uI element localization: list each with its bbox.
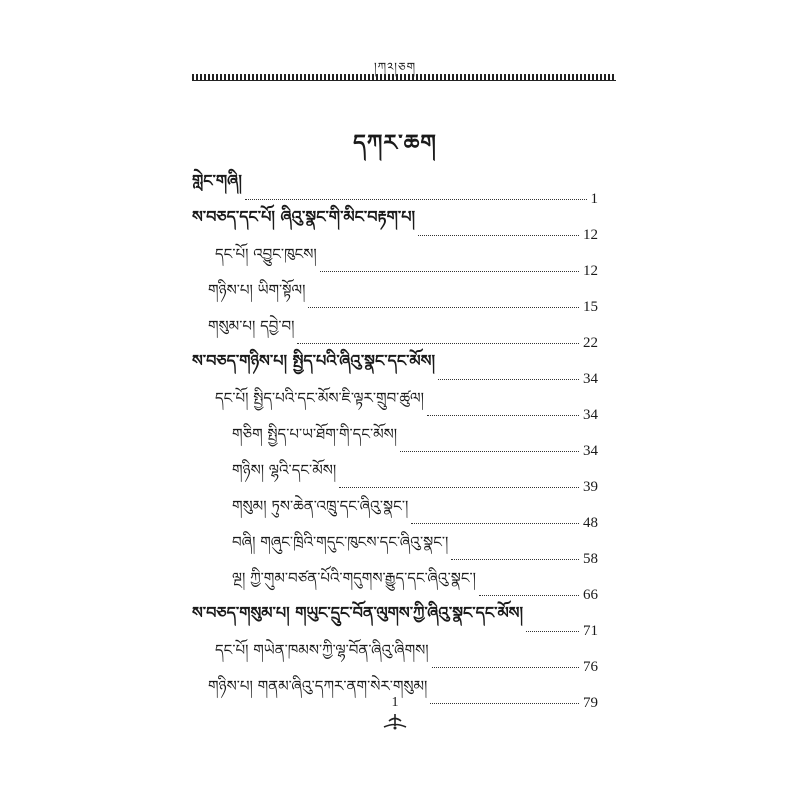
- toc-entry-label: གཉིས་པ། གནམ་ཞིའུ་དཀར་ནག་སེར་གསུམ།: [208, 677, 428, 695]
- toc-entry-label: གཅིག སྤྱིད་པ་ཡ་ཐོག་གི་དང་མོས།: [232, 425, 398, 443]
- toc-entry-label: གླེང་གཞི།: [192, 171, 242, 190]
- toc-entry-page: 76: [583, 659, 598, 675]
- toc-entry-page: 1: [590, 191, 598, 207]
- leader-dots: [411, 523, 579, 524]
- toc-entry-label: གསུམ། ཏུས་ཆེན་འཁྲུ་དང་ཞིའུ་སྣང་།: [232, 497, 409, 515]
- ornament-icon: [380, 712, 410, 732]
- toc-entry-label: གཉིས་པ། ཡིག་སྟོལ།: [208, 281, 306, 299]
- leader-dots: [438, 379, 579, 380]
- leader-dots: [339, 487, 579, 488]
- toc-entry-label: གསུམ་པ། དབྱེ་བ།: [208, 317, 295, 335]
- toc-entry-page: 48: [583, 515, 598, 531]
- ornamental-rule: [192, 74, 616, 81]
- leader-dots: [320, 271, 579, 272]
- toc-entry-page: 34: [583, 443, 598, 459]
- toc-entry-page: 34: [583, 407, 598, 423]
- leader-dots: [308, 307, 579, 308]
- toc-entry-label: ས་བཅད་དང་པོ། ཞིའུ་སྣང་གི་མིང་བརྟག་པ།: [192, 207, 416, 226]
- page-number: 1: [391, 695, 399, 710]
- toc-entry-label: གཉིས། ལྷའི་དང་མོས།: [232, 461, 337, 479]
- leader-dots: [427, 415, 579, 416]
- toc-entry-label: དང་པོ། གཡེན་ཁམས་ཀྱི་ལྷ་བོན་ཞིའུ་ཞིགས།: [215, 641, 429, 659]
- toc-entry-label: དང་པོ། སྤྱིད་པའི་དང་མོས་ཇི་ལྟར་གྲུབ་ཚུལ།: [215, 389, 424, 407]
- toc-entry-page: 58: [583, 551, 598, 567]
- toc-entry-page: 12: [583, 263, 598, 279]
- toc-entry-page: 34: [583, 371, 598, 387]
- toc-title: དཀར་ཆག: [353, 130, 437, 156]
- toc-entry-page: 71: [583, 623, 598, 639]
- toc-entry-page: 66: [583, 587, 598, 603]
- leader-dots: [400, 451, 579, 452]
- toc-entry-label: ས་བཅད་གསུམ་པ། གཡུང་དྲུང་བོན་ལུགས་ཀྱི་ཞིའུ་སྣང་དང་མོས།: [192, 603, 524, 622]
- toc-entry-page: 15: [583, 299, 598, 315]
- running-head: །ཀ༢།ཅག: [373, 60, 417, 74]
- toc-entry-label: ལྔ། ཀྱི་གུམ་བཙན་པོའི་གདུགས་རྒྱུད་དང་ཞིའུ་སྣང་།: [232, 569, 476, 587]
- toc-entry-page: 12: [583, 227, 598, 243]
- leader-dots: [432, 667, 579, 668]
- toc-entry-page: 39: [583, 479, 598, 495]
- toc-entry-label: ས་བཅད་གཉིས་པ། སྤྱིད་པའི་ཞིའུ་སྣང་དང་མོས།: [192, 351, 436, 370]
- toc-entry-label: དང་པོ། འབྱུང་ཁུངས།: [215, 245, 317, 263]
- leader-dots: [451, 559, 579, 560]
- toc-entry-page: 22: [583, 335, 598, 351]
- toc-entry-label: བཞི། གཞུང་ཁྲིའི་གདུང་ཁུངས་དང་ཞིའུ་སྣང་།: [232, 533, 449, 551]
- leader-dots: [418, 235, 579, 236]
- leader-dots: [526, 631, 579, 632]
- toc-entry-page: 79: [583, 695, 598, 711]
